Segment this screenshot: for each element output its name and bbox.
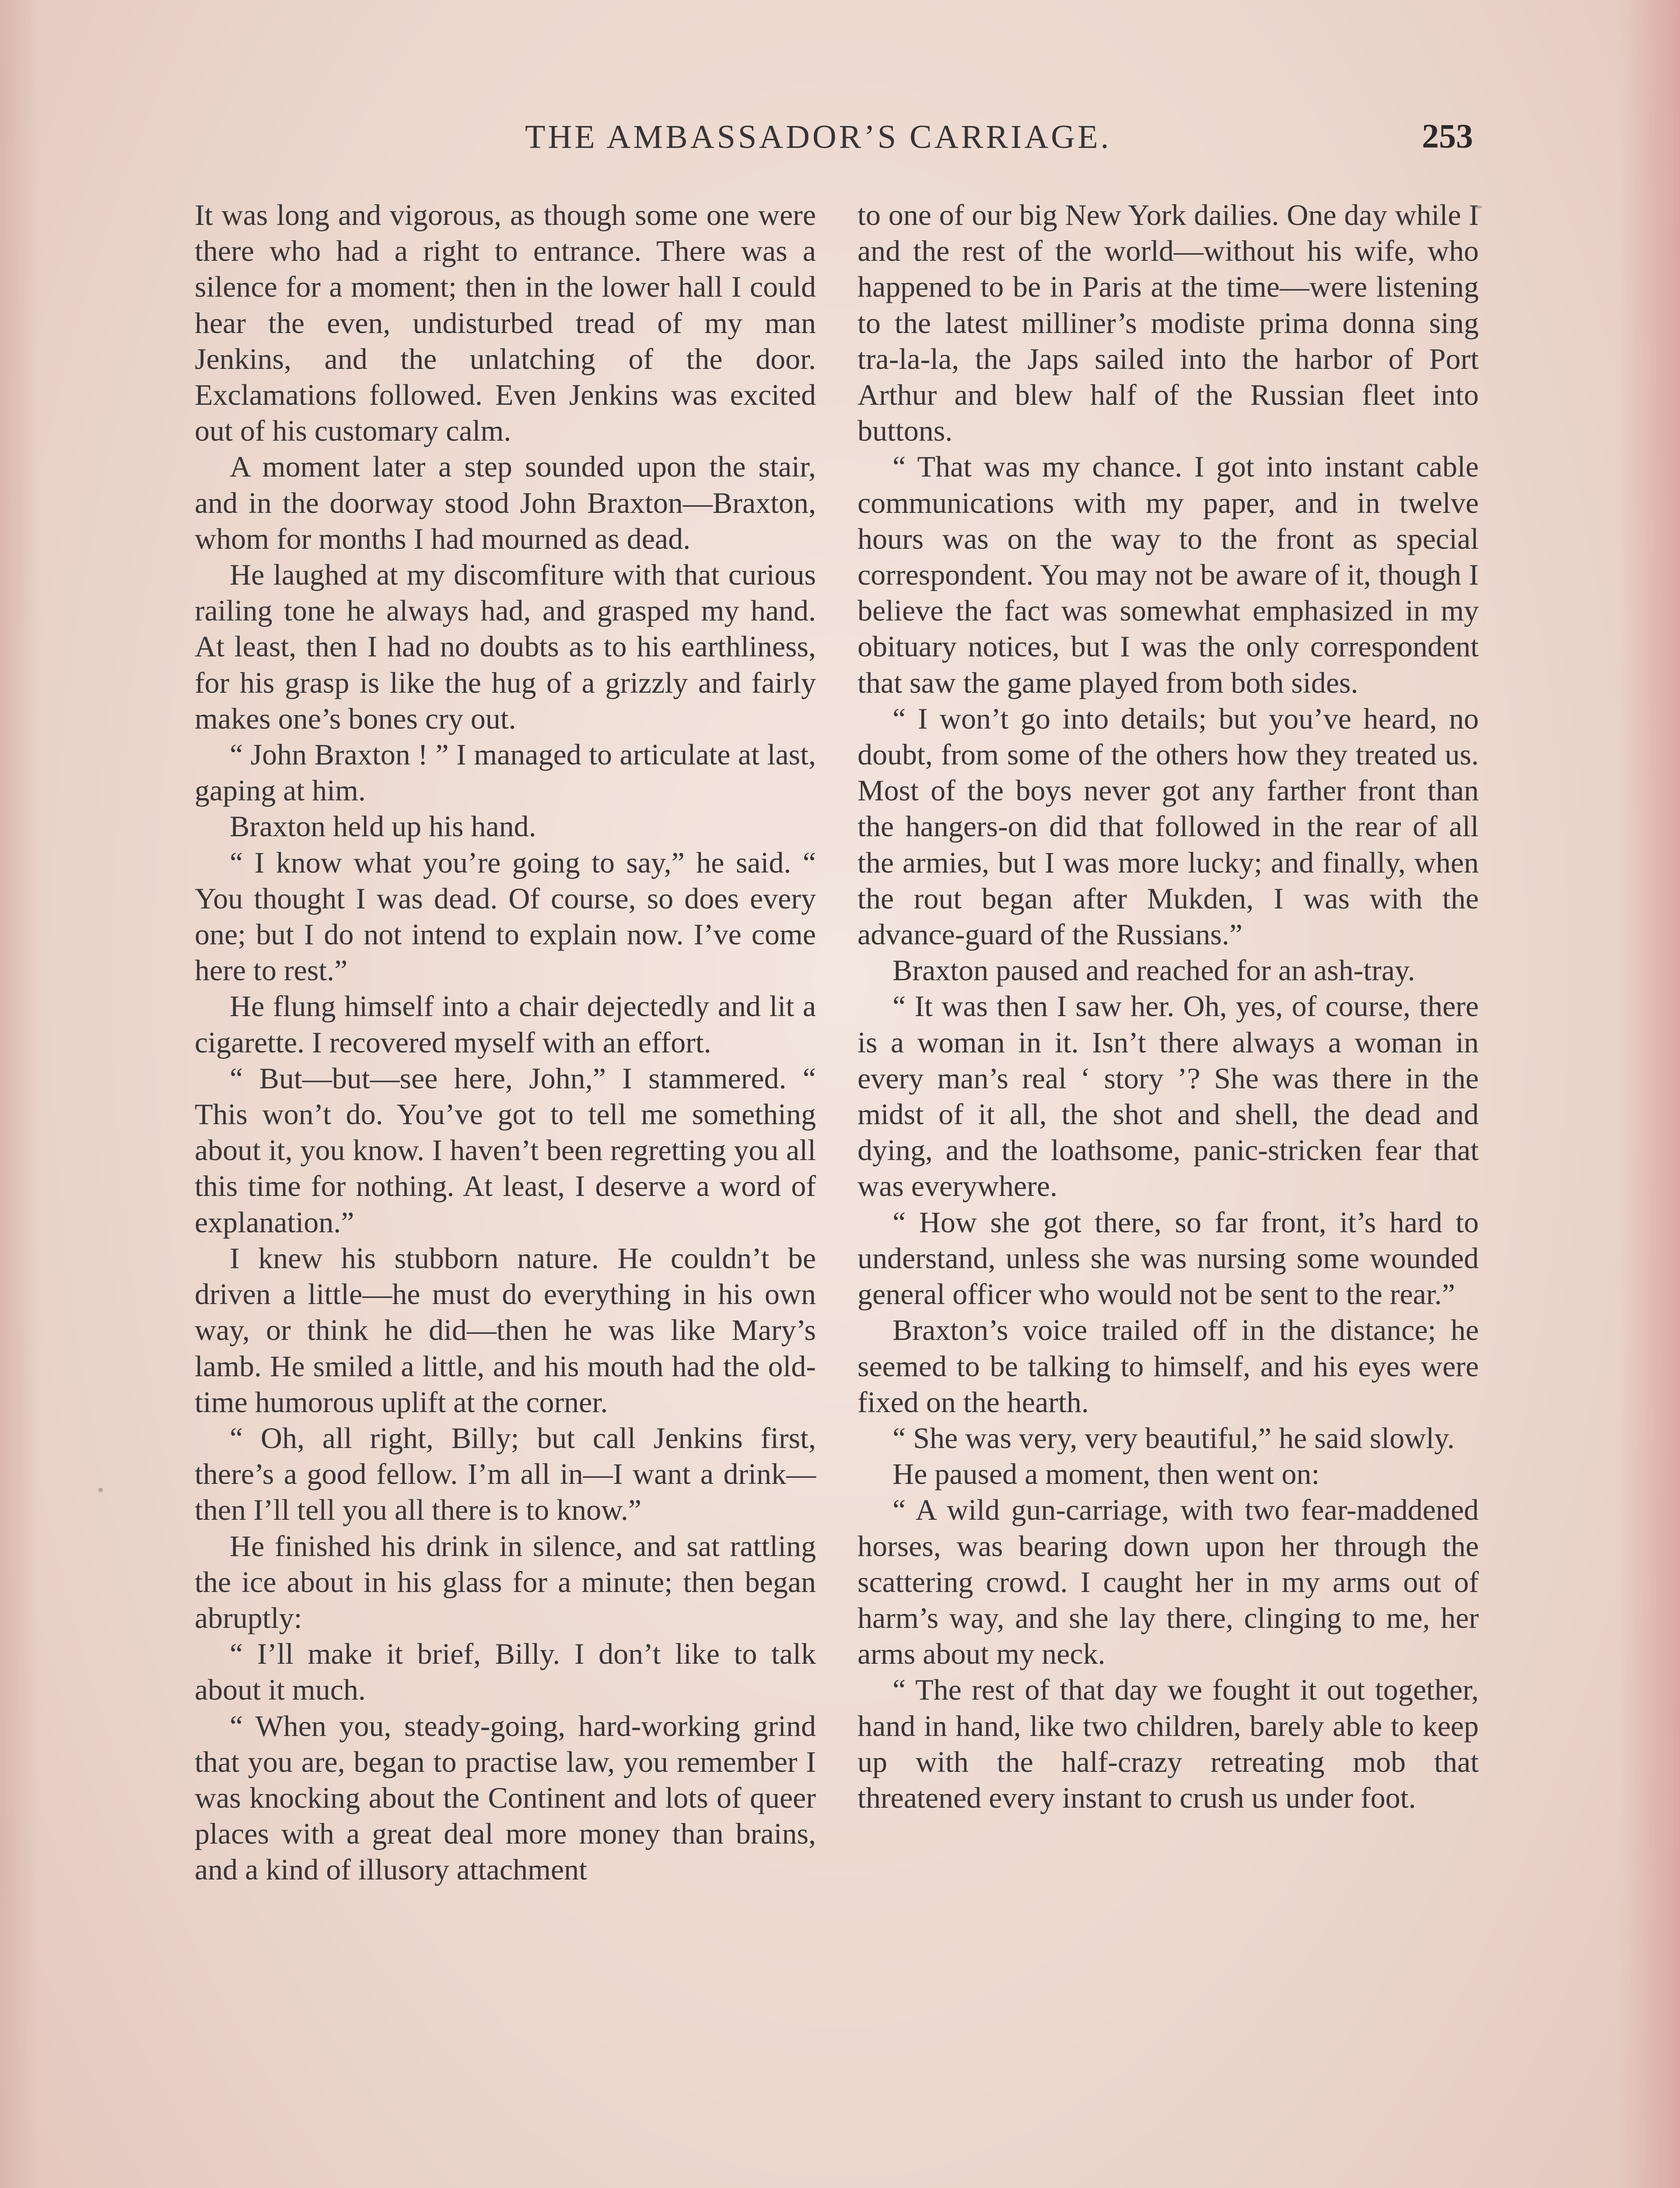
paragraph: “ But—but—see here, John,” I stammered. “ This won’t do. You’ve got to tell me something about it, you know. I haven’t been regretting you all this time for nothing. At least, I deserve a word of explanation.” xyxy=(195,1061,816,1239)
paragraph: I knew his stubborn nature. He couldn’t be driven a little—he must do everything in his own way, or think he did—then he was like Mary’s lamb. He smiled a little, and his mouth had the old-time humorous uplift at the corner. xyxy=(195,1241,816,1419)
paragraph: A moment later a step sounded upon the stair, and in the doorway stood John Braxton—Braxton, whom for months I had mourned as dead. xyxy=(195,450,816,555)
paragraph: Braxton’s voice trailed off in the distance; he seemed to be talking to himself, and his eyes were fixed on the hearth. xyxy=(858,1313,1479,1419)
text-column-right xyxy=(858,197,1479,1816)
paragraph: “ The rest of that day we fought it out together, hand in hand, like two children, barely able to keep up with the half-crazy retreating mob that threatened every instant to crush us under foot. xyxy=(858,1673,1479,1814)
page-number: 253 xyxy=(1422,117,1473,155)
paragraph: “ A wild gun-carriage, with two fear-maddened horses, was bearing down upon her through the scattering crowd. I caught her in my arms out of harm’s way, and she lay there, clinging to me, her arms about my neck. xyxy=(858,1493,1479,1671)
paragraph: Braxton paused and reached for an ash-tray. xyxy=(892,954,1415,987)
paragraph: Braxton held up his hand. xyxy=(230,810,536,843)
paragraph: “ John Braxton ! ” I managed to articulate at last, gaping at him. xyxy=(195,738,816,807)
text-column-left xyxy=(195,197,816,1888)
page-left-shading xyxy=(0,0,39,2188)
paragraph: He finished his drink in silence, and sat rattling the ice about in his glass for a minute; then began abruptly: xyxy=(195,1529,816,1634)
paragraph: He laughed at my discomfiture with that curious railing tone he always had, and grasped my hand. At least, then I had no doubts as to his earthliness, for his grasp is like the hug of a grizzly and fairly makes one’s bones cry out. xyxy=(195,558,816,735)
paragraph: “ I won’t go into details; but you’ve heard, no doubt, from some of the others how they treated us. Most of the boys never got any farther front than the hangers-on did that followed in the rear of all the armies, but I was more lucky; and finally, when the rout began after Mukden, I was with the advance-guard of the Russians.” xyxy=(858,701,1479,951)
paragraph: “ It was then I saw her. Oh, yes, of course, there is a woman in it. Isn’t there always a woman in every man’s real ‘ story ’? She was there in the midst of it all, the shot and shell, the dead and dying, and the loathsome, panic-stricken fear that was everywhere. xyxy=(858,989,1479,1203)
running-title: THE AMBASSADOR’S CARRIAGE. xyxy=(525,119,1112,155)
paper-speck xyxy=(1474,206,1482,208)
page-right-shading xyxy=(1619,0,1680,2188)
paper-speck xyxy=(98,1488,103,1492)
paragraph: “ Oh, all right, Billy; but call Jenkins first, there’s a good fellow. I’m all in—I want a drink—then I’ll tell you all there is to know.” xyxy=(195,1421,816,1527)
paragraph: to one of our big New York dailies. One day while I and the rest of the world—without his wife, who happened to be in Paris at the time—were listening to the latest milliner’s modiste prima donna sing tra-la-la, the Japs sailed into the harbor of Port Arthur and blew half of the Russian fleet into buttons. xyxy=(858,198,1479,448)
paragraph: “ I’ll make it brief, Billy. I don’t like to talk about it much. xyxy=(195,1637,816,1707)
paragraph: “ How she got there, so far front, it’s hard to understand, unless she was nursing some wounded general officer who would not be sent to the rear.” xyxy=(858,1205,1479,1311)
paragraph: He paused a moment, then went on: xyxy=(892,1457,1320,1491)
paragraph: He flung himself into a chair dejectedly and lit a cigarette. I recovered myself with an effort. xyxy=(195,989,816,1059)
paragraph: “ When you, steady-going, hard-working grind that you are, began to practise law, you remember I was knocking about the Continent and lots of queer places with a great deal more money than brains, and a kind of illusory attachment xyxy=(195,1709,816,1886)
paragraph: “ She was very, very beautiful,” he said slowly. xyxy=(892,1421,1455,1455)
paragraph: “ I know what you’re going to say,” he said. “ You thought I was dead. Of course, so does every one; but I do not intend to explain now. I’ve come here to rest.” xyxy=(195,845,816,987)
paragraph: It was long and vigorous, as though some one were there who had a right to entrance. There was a silence for a moment; then in the lower hall I could hear the even, undisturbed tread of my man Jenkins, and the unlatching of the door. Exclamations followed. Even Jenkins was excited out of his customary calm. xyxy=(195,198,816,448)
paragraph: “ That was my chance. I got into instant cable communications with my paper, and in twelve hours was on the way to the front as special correspondent. You may not be aware of it, though I believe the fact was somewhat emphasized in my obituary notices, but I was the only correspondent that saw the game played from both sides. xyxy=(858,450,1479,699)
